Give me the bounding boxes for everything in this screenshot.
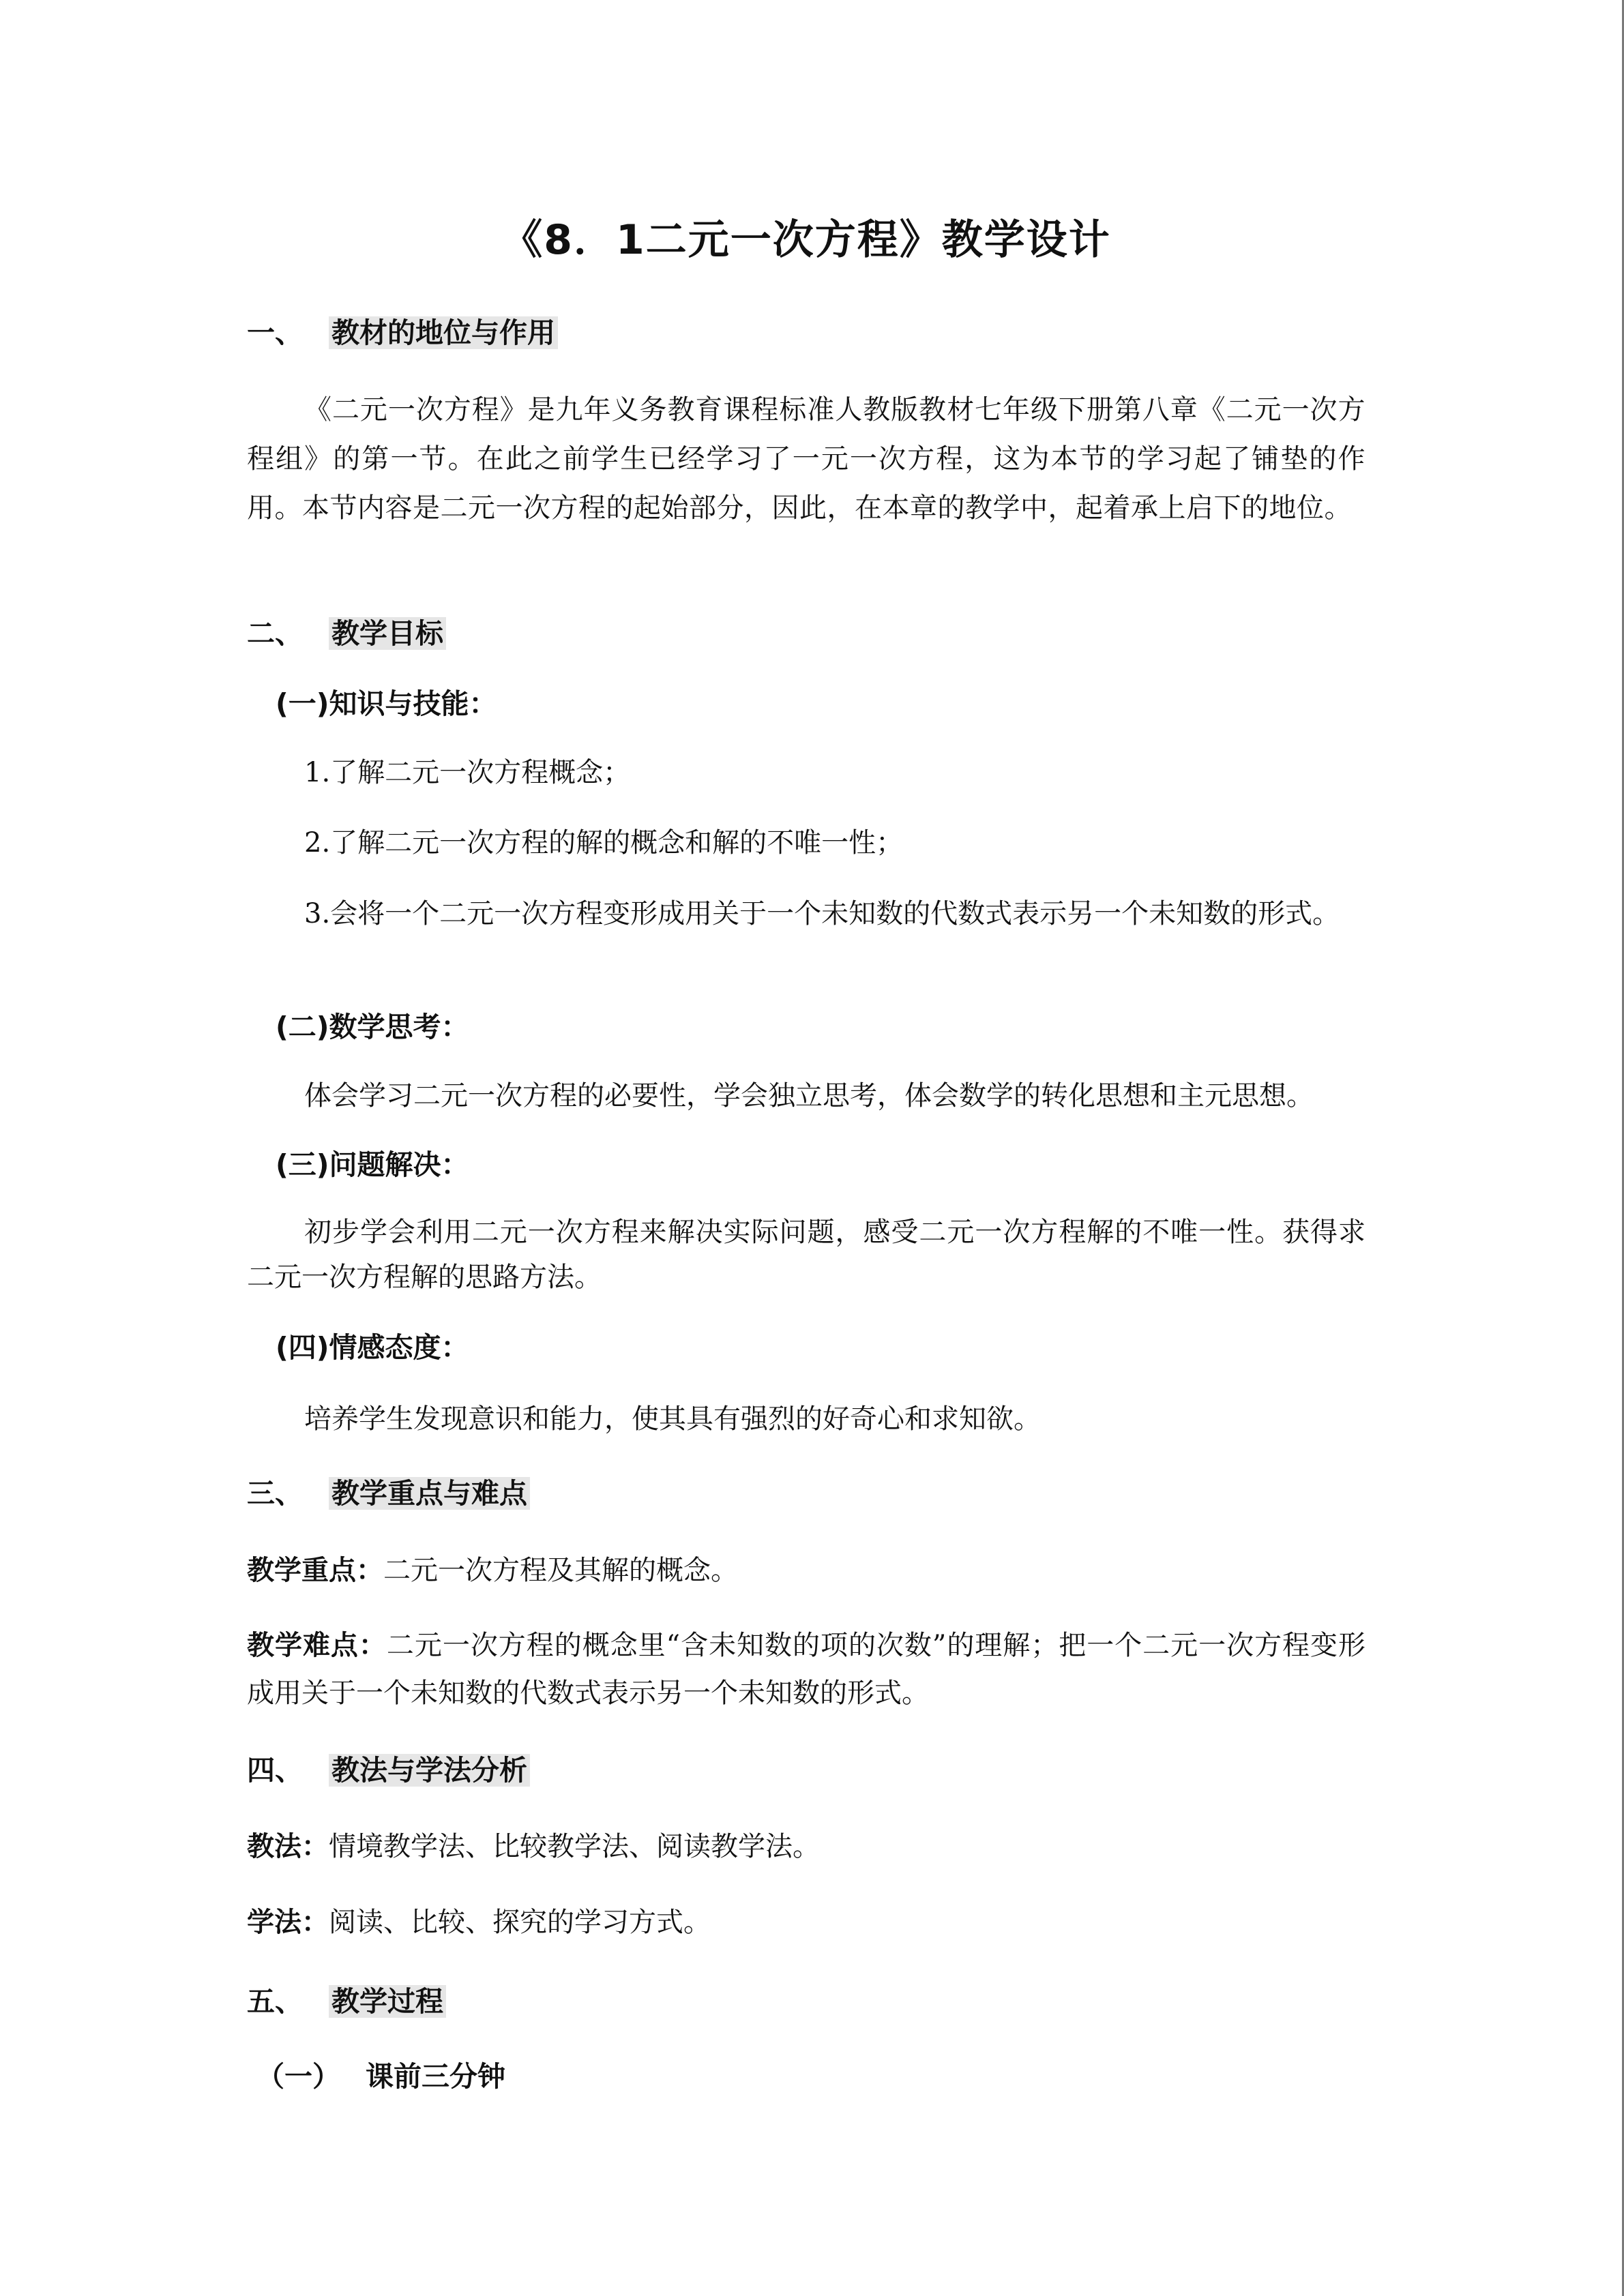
section1-paragraph: 《二元一次方程》是九年义务教育课程标准人教版教材七年级下册第八章《二元一次方程组》的第一节。在此之前学生已经学习了一元一次方程，这为本节的学习起了铺垫的作用。本节内容是二元一次方程的起始部分，因此，在本章的教学中，起着承上启下的地位。	[247, 394, 1365, 524]
subheading-knowledge-skills: (一)知识与技能：	[276, 687, 497, 720]
teaching-method-text: 情境教学法、比较教学法、阅读教学法。	[329, 1831, 820, 1862]
section-heading-4	[247, 1750, 530, 1791]
learning-method-text: 阅读、比较、探究的学习方式。	[329, 1907, 711, 1938]
subsection-title: 课前三分钟	[366, 2060, 505, 2093]
subheading-pre-class	[256, 2056, 505, 2097]
problem-solving-text: 初步学会利用二元一次方程来解决实际问题，感受二元一次方程解的不唯一性。获得求二元一次方程解的思路方法。	[247, 1217, 1365, 1293]
list-item: 1.了解二元一次方程概念；	[304, 757, 631, 788]
list-item: 3.会将一个二元一次方程变形成用关于一个未知数的代数式表示另一个未知数的形式。	[304, 898, 1340, 929]
learning-method	[247, 1898, 1365, 1946]
section-number: 三、	[247, 1477, 303, 1510]
key-point	[247, 1547, 1365, 1594]
section-heading-2	[247, 613, 446, 654]
section-heading-3	[247, 1473, 530, 1514]
math-thinking-text: 体会学习二元一次方程的必要性，学会独立思考，体会数学的转化思想和主元思想。	[304, 1080, 1314, 1112]
section-title: 教法与学法分析	[329, 1754, 530, 1787]
section-title: 教学重点与难点	[329, 1477, 530, 1510]
section-number: 二、	[247, 617, 303, 650]
subheading-problem-solving: (三)问题解决：	[276, 1148, 469, 1181]
document-title: 《8．1二元一次方程》教学设计	[501, 216, 1111, 264]
subsection-number: （一）	[256, 2060, 340, 2093]
section-title: 教学目标	[329, 617, 446, 650]
section-heading-5	[247, 1981, 446, 2022]
section-heading-1	[247, 312, 558, 353]
difficulty-text: 二元一次方程的概念里“含未知数的项的次数”的理解；把一个二元一次方程变形成用关于一个未知数的代数式表示另一个未知数的形式。	[247, 1630, 1365, 1709]
section-title: 教材的地位与作用	[329, 316, 558, 349]
list-item: 2.了解二元一次方程的解的概念和解的不唯一性；	[304, 827, 904, 859]
subheading-emotion-attitude: (四)情感态度：	[276, 1331, 469, 1364]
section-number: 一、	[247, 316, 303, 349]
teaching-method-label: 教法：	[247, 1831, 329, 1862]
key-point-text: 二元一次方程及其解的概念。	[383, 1555, 738, 1586]
emotion-attitude-text: 培养学生发现意识和能力，使其具有强烈的好奇心和求知欲。	[304, 1403, 1041, 1435]
section-title: 教学过程	[329, 1985, 446, 2018]
difficulty	[247, 1622, 1365, 1717]
section-number: 四、	[247, 1754, 303, 1787]
learning-method-label: 学法：	[247, 1907, 329, 1938]
subheading-math-thinking: (二)数学思考：	[276, 1011, 469, 1043]
key-point-label: 教学重点：	[247, 1555, 383, 1586]
teaching-method	[247, 1823, 1365, 1870]
difficulty-label: 教学难点：	[247, 1630, 387, 1661]
section-number: 五、	[247, 1985, 303, 2018]
